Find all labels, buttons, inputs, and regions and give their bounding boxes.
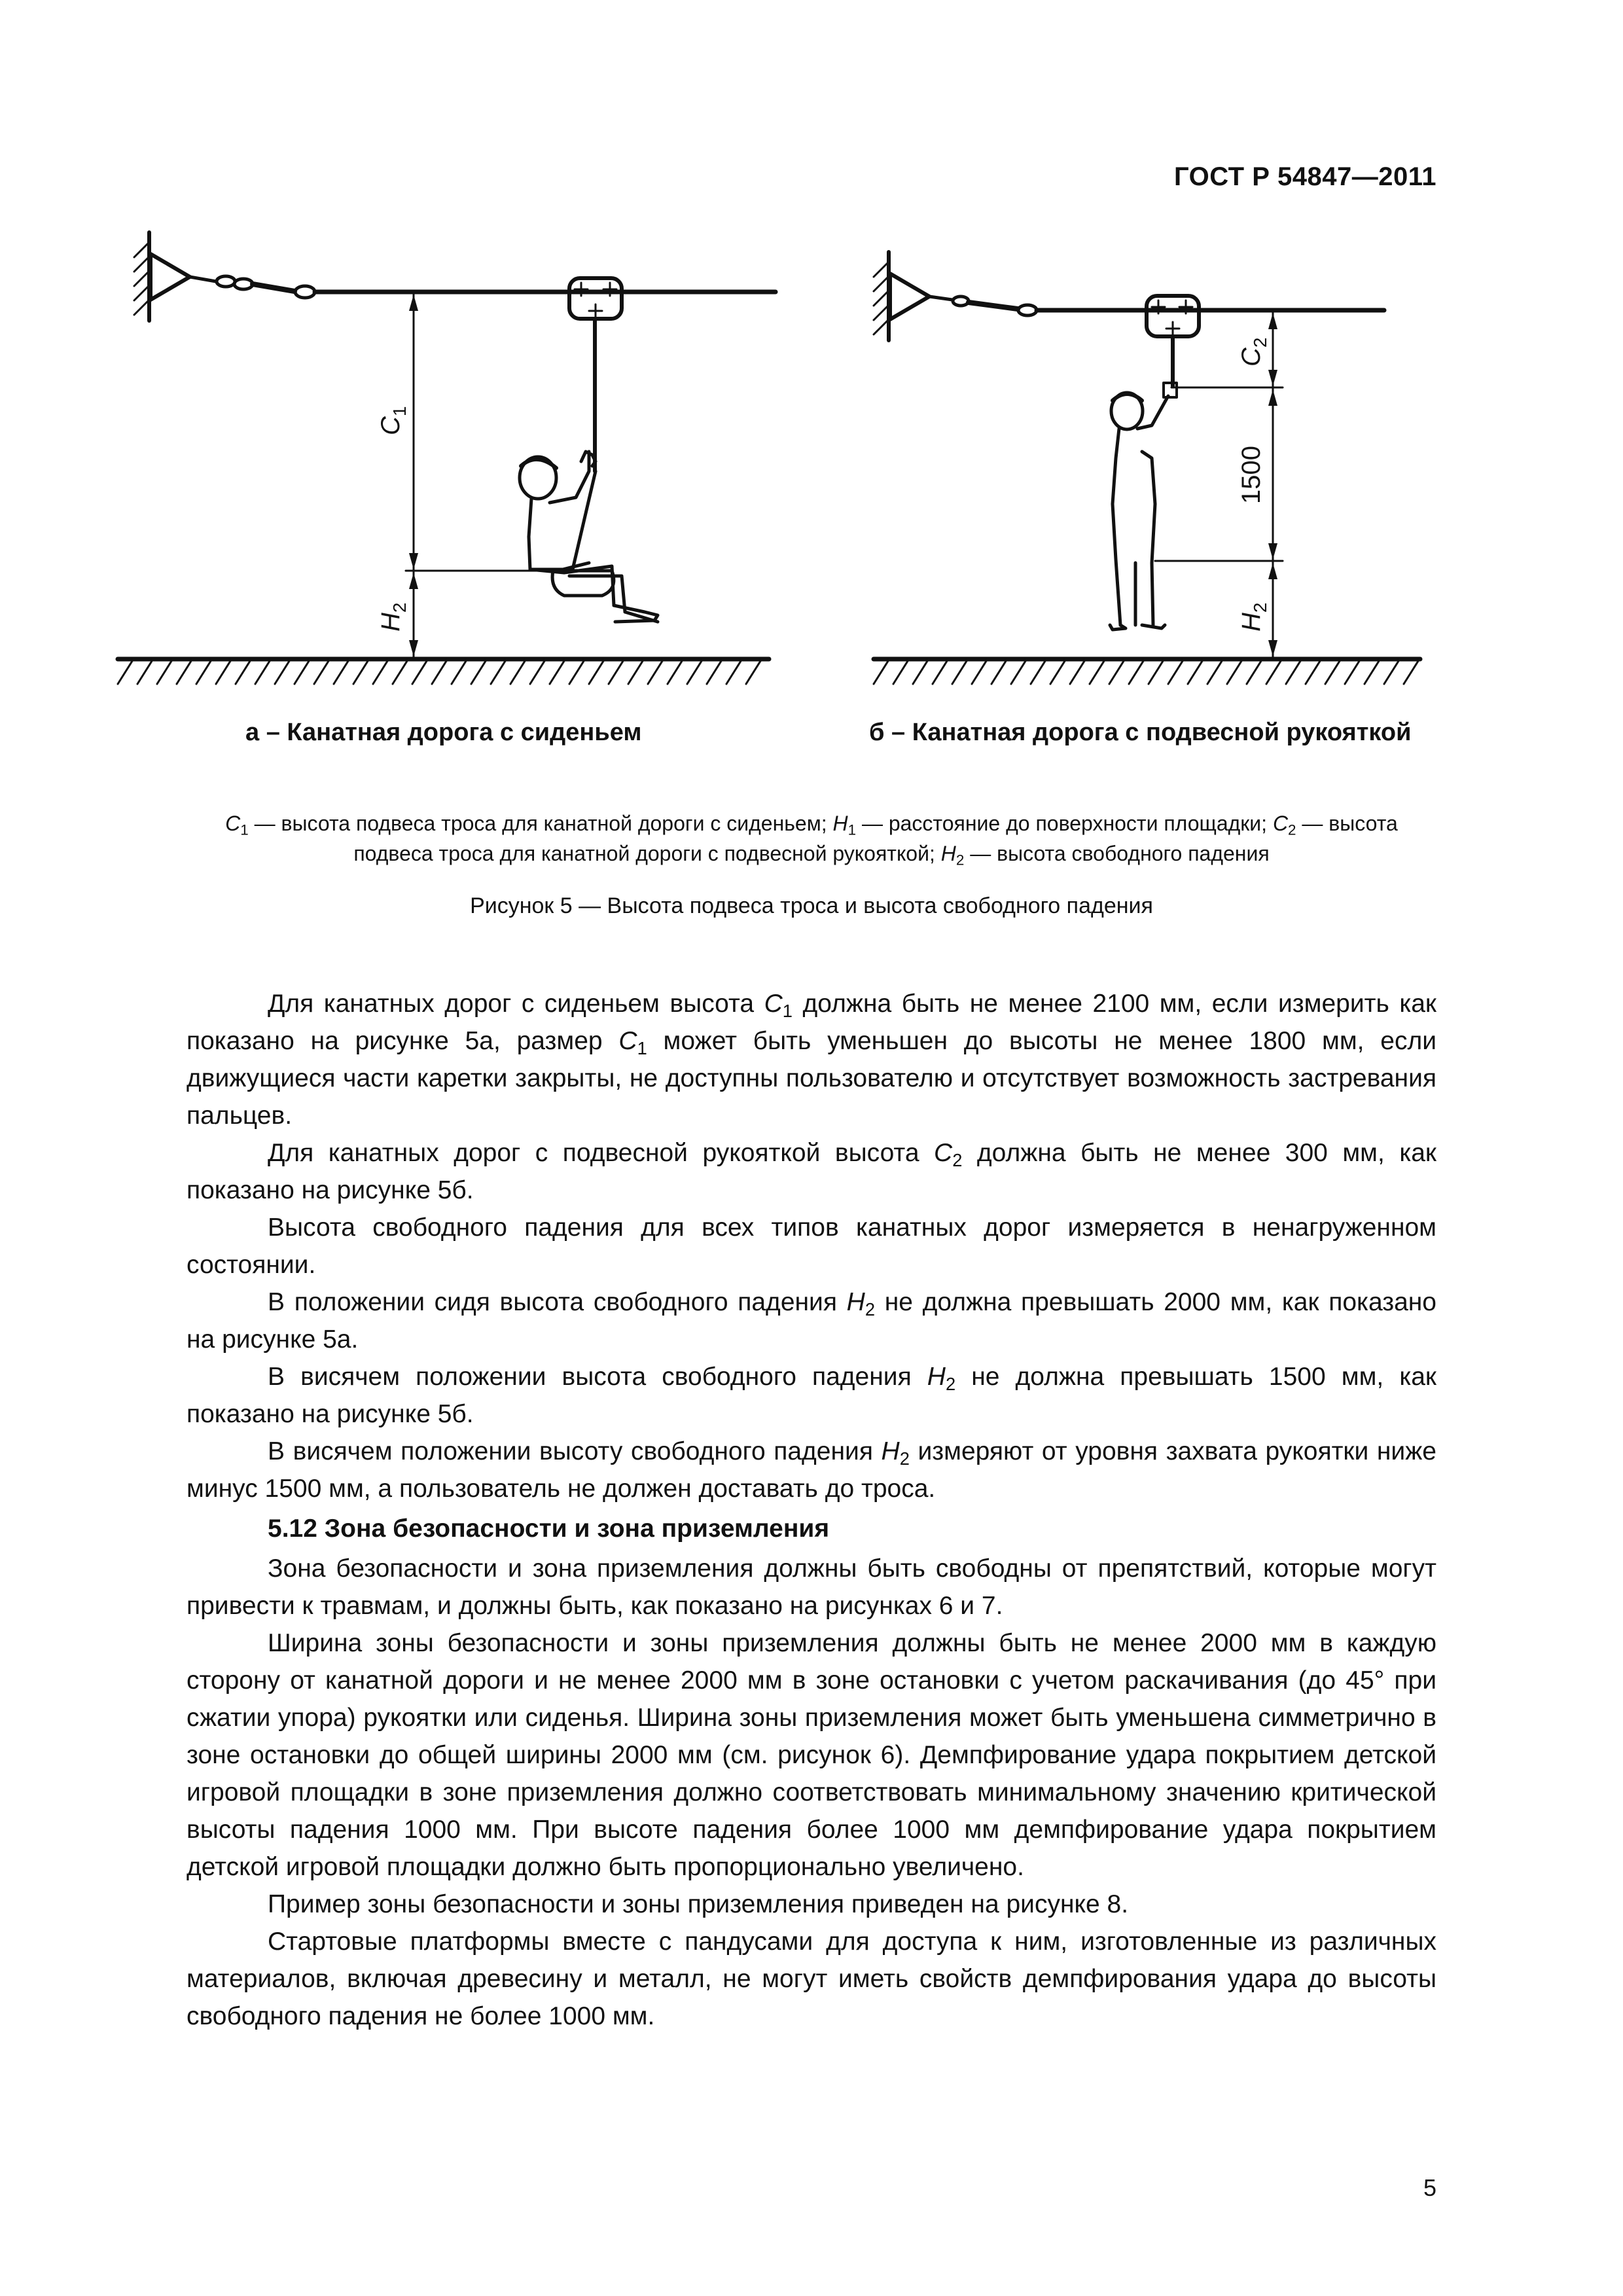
- paragraph: Высота свободного падения для всех типов канатных дорог измеряется в ненагруженном состоянии.: [187, 1213, 1436, 1279]
- figure-title: Рисунок 5 — Высота подвеса троса и высота свободного падения: [470, 893, 1153, 918]
- paragraph: В висячем положении высота свободного падения $H_2$ не должна превышать 1500 мм, как показано на рисунке 5б.: [187, 1363, 1436, 1428]
- paragraph: Стартовые платформы вместе с пандусами для доступа к ним, изготовленные из различных материалов, включая древесину и металл, не могут иметь свойств демпфирования удара до высоты свободного падения не более 1000 мм.: [187, 1928, 1436, 2030]
- paragraph: Пример зоны безопасности и зоны приземления приведен на рисунке 8.: [268, 1890, 1129, 1918]
- figure-b-caption: б – Канатная дорога с подвесной рукояткой: [869, 719, 1412, 746]
- label-1500: 1500: [1237, 446, 1266, 504]
- page-number: 5: [1423, 2174, 1436, 2201]
- figure-legend: $C_1$ — высота подвеса троса для канатной дороги с сиденьем; $H_1$ — расстояние до поверхности площадки; $C_2$ — высота подвеса троса для канатной дороги с подвесной рукояткой; $H_2$ — высота свободного падения: [225, 812, 1398, 869]
- label-c1: $C_1$: [376, 406, 410, 435]
- section-heading: 5.12 Зона безопасности и зона приземления: [268, 1515, 830, 1543]
- paragraph: Для канатных дорог с сиденьем высота $C_1$ должна быть не менее 2100 мм, если измерить как показано на рисунке 5а, размер $C_1$ может быть уменьшен до высоты не менее 1800 мм, если движущиеся части каретки закрыты, не доступны пользователю и отсутствует возможность застревания пальцев.: [187, 990, 1436, 1130]
- paragraph: В положении сидя высота свободного падения $H_2$ не должна превышать 2000 мм, как показано на рисунке 5а.: [187, 1288, 1436, 1354]
- figure-a-caption: а – Канатная дорога с сиденьем: [245, 719, 642, 746]
- paragraph: Зона безопасности и зона приземления должны быть свободны от препятствий, которые могут привести к травмам, и должны быть, как показано на рисунках 6 и 7.: [187, 1554, 1436, 1620]
- paragraph: В висячем положении высоту свободного падения $H_2$ измеряют от уровня захвата рукоятки ниже минус 1500 мм, а пользователь не должен доставать до троса.: [187, 1437, 1436, 1503]
- label-h2-a: $H_2$: [376, 602, 410, 632]
- figure-a-drawing: [118, 232, 776, 684]
- body-text: [187, 985, 1436, 2035]
- document-code: ГОСТ Р 54847—2011: [1174, 162, 1436, 191]
- label-h2-b: $H_2$: [1237, 602, 1270, 632]
- paragraph: Для канатных дорог с подвесной рукояткой высота $C_2$ должна быть не менее 300 мм, как показано на рисунке 5б.: [187, 1139, 1436, 1204]
- figure-b-drawing: [874, 252, 1420, 684]
- label-c2: $C_2$: [1237, 337, 1270, 367]
- figure-5: [0, 0, 1623, 785]
- paragraph: Ширина зоны безопасности и зоны приземления должны быть не менее 2000 мм в каждую сторону от канатной дороги и не менее 2000 мм в зоне остановки с учетом раскачивания (до 45° при сжатии упора) рукоятки или сиденья. Ширина зоны приземления может быть уменьшена симметрично в зоне остановки до общей ширины 2000 мм (см. рисунок 6). Демпфирование удара покрытием детской игровой площадки в зоне приземления должно соответствовать минимальному значению критической высоты падения 1000 мм. При высоте падения более 1000 мм демпфирование удара покрытием детской игровой площадки должно быть пропорционально увеличено.: [187, 1629, 1436, 1881]
